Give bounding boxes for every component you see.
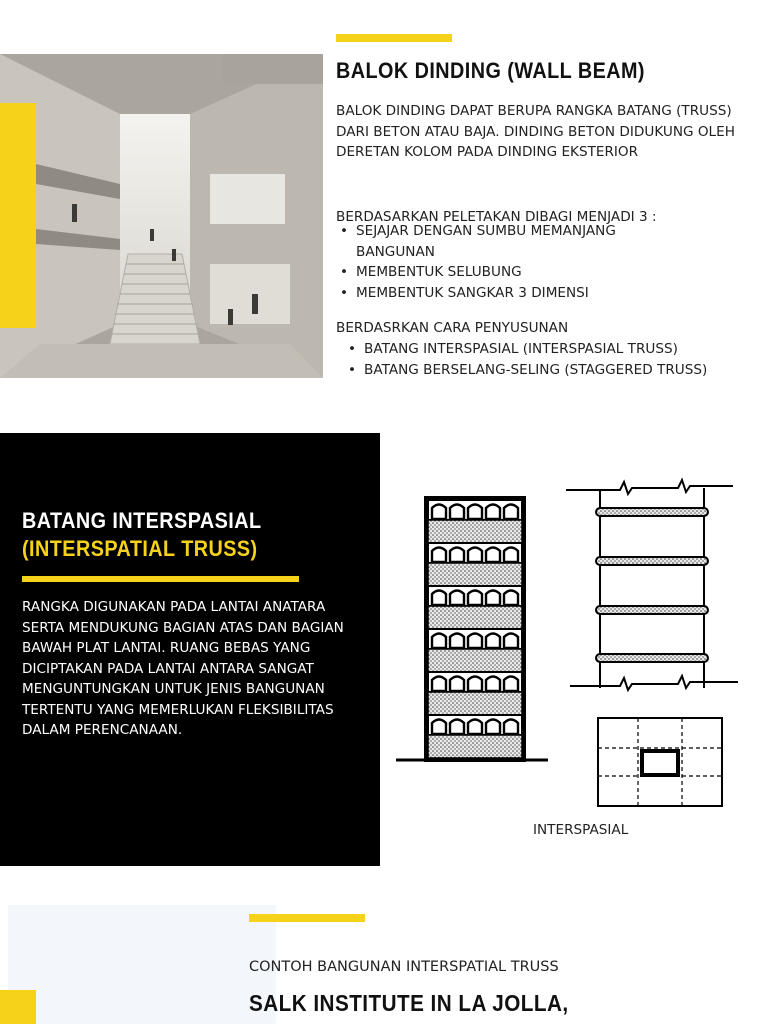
truss-drawing xyxy=(388,470,748,820)
atrium-illustration xyxy=(0,54,323,378)
example-subtitle: CONTOH BANGUNAN INTERSPATIAL TRUSS xyxy=(249,959,559,975)
placement-list xyxy=(336,221,666,303)
accent-bar xyxy=(249,914,365,922)
accent-block xyxy=(0,990,36,1024)
interspatial-truss-diagram xyxy=(388,470,748,820)
building-elevation xyxy=(396,498,548,760)
accent-bar xyxy=(336,34,452,42)
arrangement-list xyxy=(344,339,744,380)
list-item: • MEMBENTUK SELUBUNG xyxy=(336,262,666,283)
description-paragraph: RANGKA DIGUNAKAN PADA LANTAI ANATARA SERTA MENDUKUNG BAGIAN ATAS DAN BAGIAN BAWAH PLAT LANTAI. RUANG BEBAS YANG DICIPTAKAN PADA LANTAI ANTARA SANGAT MENGUNTUNGKAN UNTUK JENIS BANGUNAN TERTENTU YANG MEMERLUKAN FLEKSIBILITAS DALAM PERENCANAAN. xyxy=(22,599,344,738)
section-subtitle-highlight: (INTERSPATIAL TRUSS) xyxy=(22,536,258,561)
plan-view xyxy=(598,718,722,806)
concrete-atrium-photo xyxy=(0,54,323,378)
placement-heading: BERDASARKAN PELETAKAN DIBAGI MENJADI 3 : xyxy=(336,209,657,225)
description-block xyxy=(22,597,367,741)
intro-paragraph: BALOK DINDING DAPAT BERUPA RANGKA BATANG (TRUSS) DARI BETON ATAU BAJA. DINDING BETON DIDUKUNG OLEH DERETAN KOLOM PADA DINDING EKSTERIOR xyxy=(336,103,735,160)
list-item: • SEJAJAR DENGAN SUMBU MEMANJANG BANGUNAN xyxy=(336,221,666,262)
section-title: BATANG INTERSPASIAL xyxy=(22,508,262,533)
arrangement-heading: BERDASRKAN CARA PENYUSUNAN xyxy=(336,320,569,336)
list-item: • BATANG INTERSPASIAL (INTERSPASIAL TRUSS) xyxy=(344,339,744,360)
floor-trusses xyxy=(596,508,708,662)
list-item: • MEMBENTUK SANGKAR 3 DIMENSI xyxy=(336,283,666,304)
accent-block xyxy=(0,103,36,328)
image-placeholder-panel xyxy=(8,905,276,1024)
diagram-caption: INTERSPASIAL xyxy=(533,822,629,838)
example-title: SALK INSTITUTE IN LA JOLLA, xyxy=(249,990,569,1016)
accent-bar xyxy=(22,576,299,582)
list-item: • BATANG BERSELANG-SELING (STAGGERED TRUSS) xyxy=(344,360,744,381)
section-title: BALOK DINDING (WALL BEAM) xyxy=(336,58,645,83)
